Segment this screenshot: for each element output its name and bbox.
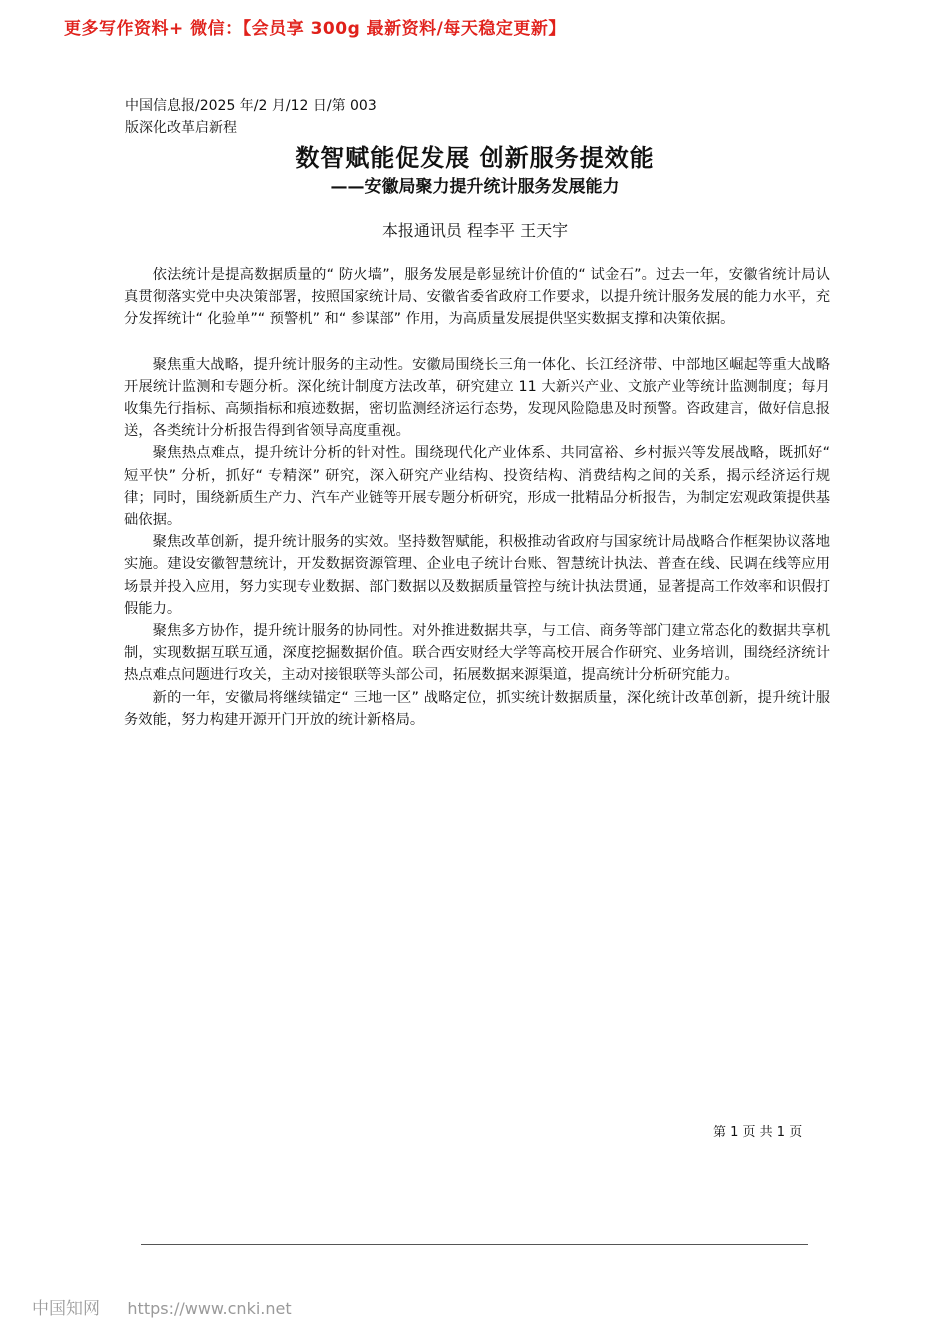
page-number: 第 1 页 共 1 页: [713, 1125, 803, 1140]
footer-url[interactable]: https://www.cnki.net: [127, 1299, 292, 1318]
promo-banner: 更多写作资料+ 微信：【会员享 300g 最新资料/每天稳定更新】: [64, 19, 566, 39]
source-line-2: 版深化改革启新程: [125, 120, 237, 136]
footer-brand: 中国知网: [32, 1299, 100, 1319]
source-citation: [125, 95, 377, 139]
article-byline: 本报通讯员 程李平 王天宇: [381, 221, 569, 240]
paragraph-intro: 依法统计是提高数据质量的“ 防火墙”，服务发展是彰显统计价值的“ 试金石”。过去一年，安徽省统计局认真贯彻落实党中央决策部署，按照国家统计局、安徽省委省政府工作要求，以提升统计服务发展的能力水平，充分发挥统计“ 化验单”“ 预警机” 和“ 参谋部” 作用，为高质量发展提供坚实数据支撑和决策依据。: [124, 267, 830, 328]
paragraph-collaboration: 聚焦多方协作，提升统计服务的协同性。对外推进数据共享，与工信、商务等部门建立常态化的数据共享机制，实现数据互联互通，深度挖掘数据价值。联合西安财经大学等高校开展合作研究、业务培训，围绕经济统计热点难点问题进行攻关，主动对接银联等头部公司，拓展数据来源渠道，提高统计分析研究能力。: [124, 623, 830, 684]
article-subheadline: ——安徽局聚力提升统计服务发展能力: [330, 177, 620, 197]
paragraph-hotspots: 聚焦热点难点，提升统计分析的针对性。围绕现代化产业体系、共同富裕、乡村振兴等发展战略，既抓好“ 短平快” 分析，抓好“ 专精深” 研究，深入研究产业结构、投资结构、消费结构之间的关系，揭示经济运行规律；同时，围绕新质生产力、汽车产业链等开展专题分析研究，形成一批精品分析报告，为制定宏观政策提供基础依据。: [124, 445, 830, 529]
article-headline: 数智赋能促发展 创新服务提效能: [295, 144, 655, 172]
article-body: [124, 264, 830, 731]
paragraph-outlook: 新的一年，安徽局将继续锚定“ 三地一区” 战略定位，抓实统计数据质量，深化统计改革创新，提升统计服务效能，努力构建开源开门开放的统计新格局。: [124, 689, 830, 728]
paragraph-reform: 聚焦改革创新，提升统计服务的实效。坚持数智赋能，积极推动省政府与国家统计局战略合作框架协议落地实施。建设安徽智慧统计，开发数据资源管理、企业电子统计台账、智慧统计执法、普查在线、民调在线等应用场景并投入应用，努力实现专业数据、部门数据以及数据质量管控与统计执法贯通，显著提高工作效率和识假打假能力。: [124, 534, 830, 617]
footer: [32, 1294, 292, 1319]
paragraph-strategy: 聚焦重大战略，提升统计服务的主动性。安徽局围绕长三角一体化、长江经济带、中部地区崛起等重大战略开展统计监测和专题分析。深化统计制度方法改革，研究建立 11 大新兴产业、文旅产业等统计监测制度；每月收集先行指标、高频指标和痕迹数据，密切监测经济运行态势，发现风险隐患及时预警。咨政建言，做好信息报送，各类统计分析报告得到省领导高度重视。: [124, 356, 830, 440]
source-line-1: 中国信息报/2025 年/2 月/12 日/第 003: [125, 98, 377, 114]
footer-divider: [141, 1244, 808, 1245]
